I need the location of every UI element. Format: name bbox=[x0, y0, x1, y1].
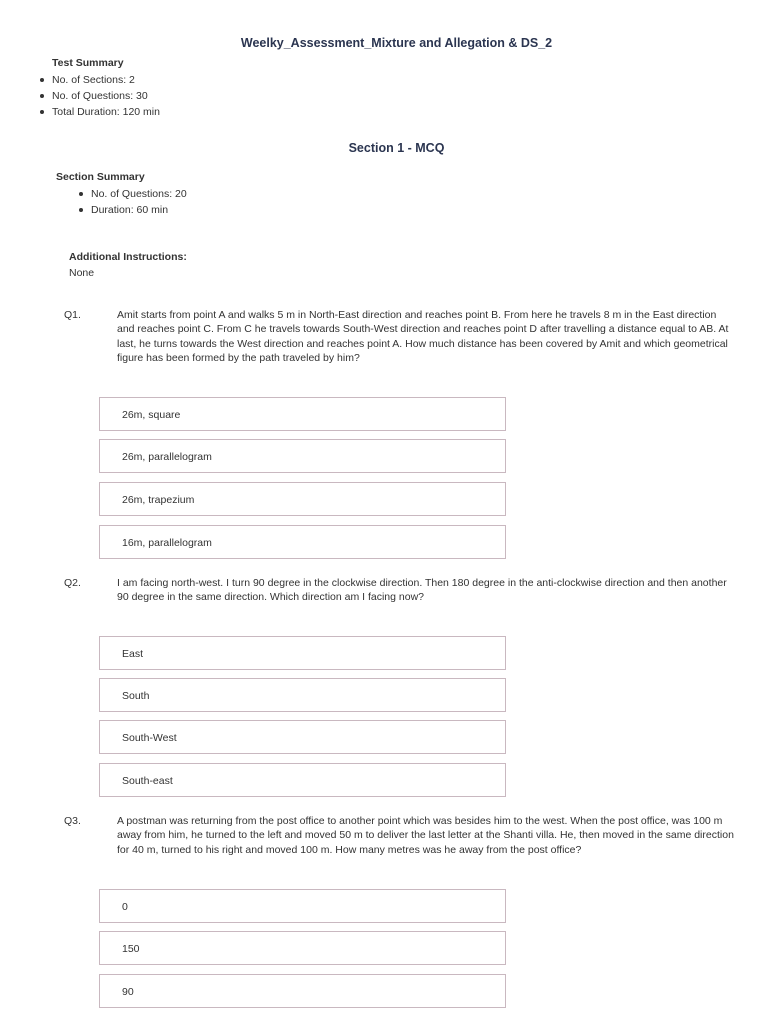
test-summary-sections: No. of Sections: 2 bbox=[52, 72, 160, 88]
option-label: East bbox=[122, 648, 144, 660]
q1-option-2[interactable] bbox=[99, 439, 506, 473]
section-summary-questions: No. of Questions: 20 bbox=[91, 188, 187, 200]
option-label: 150 bbox=[122, 943, 140, 955]
test-summary-questions: No. of Questions: 30 bbox=[52, 88, 160, 104]
option-label: 26m, parallelogram bbox=[122, 451, 212, 463]
option-label: 16m, parallelogram bbox=[122, 537, 212, 549]
q3-option-2[interactable] bbox=[99, 931, 506, 965]
section-summary-list bbox=[56, 186, 187, 218]
q3-option-3[interactable] bbox=[99, 974, 506, 1008]
question-number: Q2. bbox=[64, 577, 81, 589]
question-number: Q1. bbox=[64, 309, 81, 321]
option-label: 26m, square bbox=[122, 409, 181, 421]
test-summary bbox=[52, 56, 160, 120]
section-summary bbox=[56, 170, 187, 218]
test-summary-heading: Test Summary bbox=[52, 57, 124, 69]
q1-option-1[interactable] bbox=[99, 397, 506, 431]
assessment-title: Weelky_Assessment_Mixture and Allegation & DS_2 bbox=[240, 36, 553, 50]
section-summary-heading: Section Summary bbox=[56, 171, 145, 183]
q1-option-4[interactable] bbox=[99, 525, 506, 559]
question-text: Amit starts from point A and walks 5 m in North-East direction and reaches point B. From here he travels 8 m in the East direction and reaches point C. From C he travels towards South-West direction and reaches point D after travelling a distance equal to AB. At last, he turns towards the West direction and reaches point A. How much distance has been covered by Amit and which geometrical figure has been formed by the path traveled by him? bbox=[117, 309, 729, 364]
q2-option-2[interactable] bbox=[99, 678, 506, 712]
additional-instructions bbox=[69, 250, 187, 280]
instructions-heading: Additional Instructions: bbox=[69, 251, 187, 263]
option-label: 0 bbox=[122, 901, 128, 913]
question-text: I am facing north-west. I turn 90 degree in the clockwise direction. Then 180 degree in the anti-clockwise direction and then another 90 degree in the same direction. Which direction am I facing now? bbox=[117, 577, 727, 604]
option-label: 90 bbox=[122, 986, 134, 998]
option-label: South-West bbox=[122, 732, 177, 744]
q2-option-1[interactable] bbox=[99, 636, 506, 670]
section-title: Section 1 - MCQ bbox=[348, 141, 445, 155]
q3-option-1[interactable] bbox=[99, 889, 506, 923]
test-summary-duration: Total Duration: 120 min bbox=[52, 106, 160, 118]
q2-option-4[interactable] bbox=[99, 763, 506, 797]
q1-option-3[interactable] bbox=[99, 482, 506, 516]
question-number: Q3. bbox=[64, 815, 81, 827]
option-label: South bbox=[122, 690, 150, 702]
question-text: A postman was returning from the post office to another point which was besides him to the west. When the post office, was 100 m away from him, he turned to the left and moved 50 m to deliver the last letter at the Shanti villa. He, then moved in the same direction for 40 m, turned to his right and moved 100 m. How many metres was he away from the post office? bbox=[117, 815, 734, 856]
section-summary-duration: Duration: 60 min bbox=[91, 202, 187, 218]
option-label: 26m, trapezium bbox=[122, 494, 195, 506]
option-label: South-east bbox=[122, 775, 173, 787]
test-summary-list bbox=[52, 72, 160, 120]
q2-option-3[interactable] bbox=[99, 720, 506, 754]
instructions-value: None bbox=[69, 267, 95, 279]
